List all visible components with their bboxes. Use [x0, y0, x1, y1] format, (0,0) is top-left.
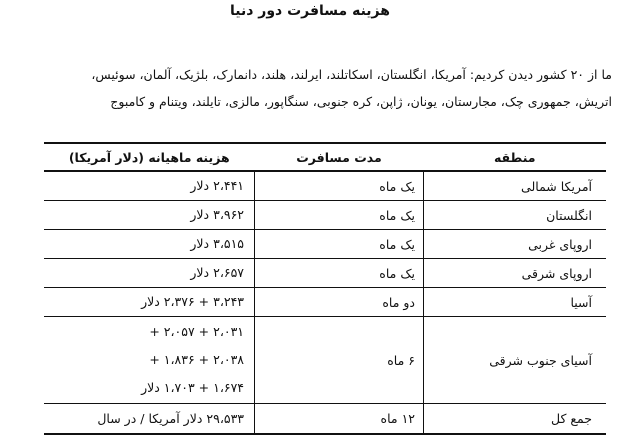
intro-line: اتریش، جمهوری چک، مجارستان، یونان، ژاپن، کره جنوبی، سنگاپور، مالزی، تایلند، ویتنام و کامبوج — [110, 94, 612, 109]
cost-value: ۳،۲۴۳ + ۲،۳۷۶ دلار — [141, 294, 244, 309]
region-cell: انگلستان — [424, 201, 607, 230]
header-duration: مدت مسافرت — [255, 143, 424, 171]
cost-value: ۱،۶۷۴ + ۱،۷۰۳ دلار — [141, 380, 244, 395]
cost-value: ۳،۵۱۵ دلار — [190, 236, 244, 251]
travel-cost-table — [44, 142, 606, 435]
table-row — [44, 171, 606, 201]
duration-cell: دو ماه — [255, 288, 424, 317]
duration-cell: یک ماه — [255, 259, 424, 288]
total-cost: ۲۹،۵۳۳ دلار آمریکا / در سال — [44, 404, 255, 435]
table-row — [44, 288, 606, 317]
total-label: جمع کل — [424, 404, 607, 435]
region-cell: آسیای جنوب شرقی — [424, 317, 607, 404]
duration-cell: یک ماه — [255, 230, 424, 259]
cost-value: ۲،۰۳۸ + ۱،۸۳۶ + — [149, 352, 244, 367]
cost-value: ۲،۰۳۱ + ۲،۰۵۷ + — [149, 324, 244, 339]
table-header-row — [44, 143, 606, 171]
region-cell: آسیا — [424, 288, 607, 317]
cost-cell — [44, 201, 255, 230]
cost-cell — [44, 259, 255, 288]
cost-value: ۲،۶۵۷ دلار — [190, 265, 244, 280]
table-row — [44, 317, 606, 404]
region-cell: آمریکا شمالی — [424, 171, 607, 201]
header-region: منطقه — [424, 143, 607, 171]
region-cell: اروپای غربی — [424, 230, 607, 259]
intro-line: ما از ۲۰ کشور دیدن کردیم: آمریکا، انگلستان، اسکاتلند، ایرلند، هلند، دانمارک، بلژیک، آلمان، سوئیس، — [91, 67, 612, 82]
duration-cell: یک ماه — [255, 171, 424, 201]
table-row — [44, 230, 606, 259]
cost-cell — [44, 230, 255, 259]
total-row — [44, 404, 606, 435]
cost-value: ۲،۴۴۱ دلار — [190, 178, 244, 193]
duration-cell: یک ماه — [255, 201, 424, 230]
header-cost: هزینه ماهیانه (دلار آمریکا) — [44, 143, 255, 171]
cost-value: ۳،۹۶۲ دلار — [190, 207, 244, 222]
document-title: هزینه مسافرت دور دنیا — [230, 3, 390, 19]
total-duration: ۱۲ ماه — [255, 404, 424, 435]
table-row — [44, 201, 606, 230]
cost-cell — [44, 288, 255, 317]
table-row — [44, 259, 606, 288]
cost-cell — [44, 171, 255, 201]
cost-cell — [44, 317, 255, 404]
duration-cell: ۶ ماه — [255, 317, 424, 404]
region-cell: اروپای شرقی — [424, 259, 607, 288]
intro-paragraph — [8, 61, 612, 115]
